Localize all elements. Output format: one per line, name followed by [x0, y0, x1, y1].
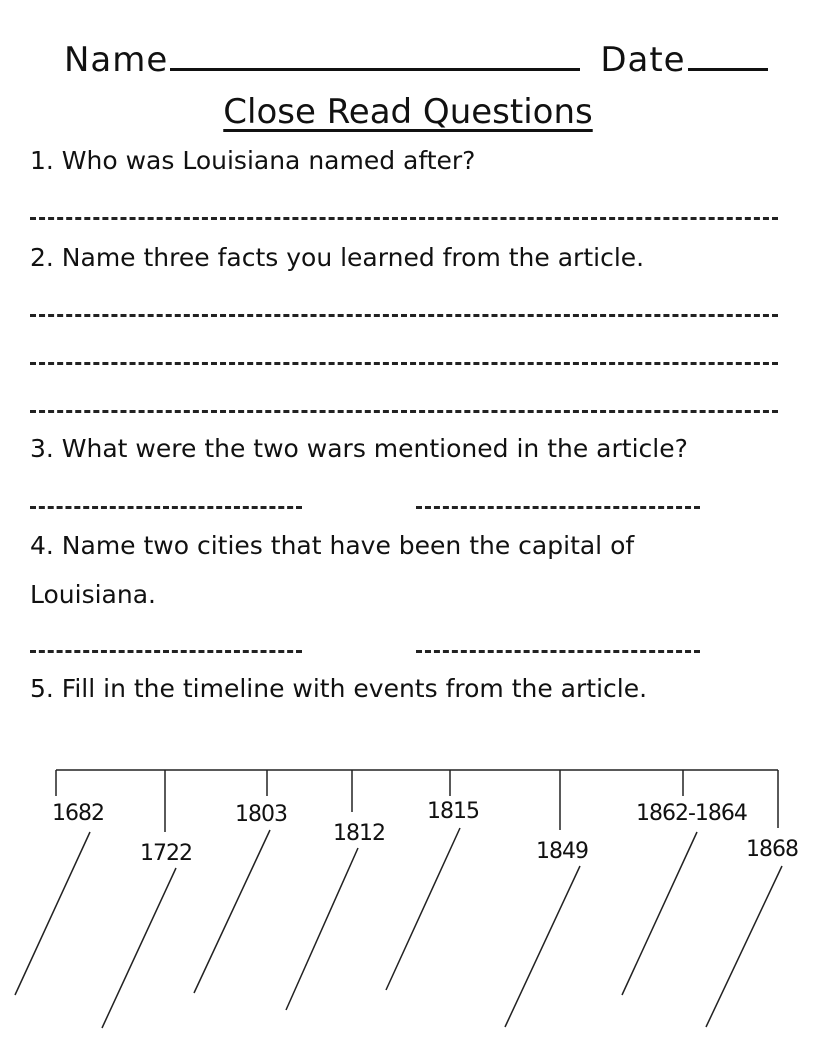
timeline-year-label: 1868	[746, 837, 798, 862]
timeline-answer-line[interactable]	[505, 866, 580, 1027]
timeline-answer-line[interactable]	[386, 828, 460, 990]
timeline-answer-line[interactable]	[102, 868, 176, 1028]
question-2: 2. Name three facts you learned from the article.	[30, 243, 645, 272]
timeline-answer-line[interactable]	[286, 848, 358, 1010]
timeline-year-label: 1815	[427, 799, 479, 824]
date-label: Date	[600, 40, 686, 80]
question-4-continued: Louisiana.	[30, 580, 156, 609]
page-title: Close Read Questions	[223, 92, 593, 132]
timeline-answer-line[interactable]	[706, 866, 782, 1027]
question-3: 3. What were the two wars mentioned in the article?	[30, 434, 688, 463]
timeline-answer-line[interactable]	[622, 832, 697, 995]
timeline-year-label: 1682	[52, 801, 104, 826]
question-5: 5. Fill in the timeline with events from the article.	[30, 674, 648, 703]
timeline-answer-line[interactable]	[194, 830, 270, 993]
timeline-year-label: 1803	[235, 802, 287, 827]
timeline-year-label: 1849	[536, 839, 588, 864]
timeline-answer-line[interactable]	[15, 832, 90, 995]
timeline-year-label: 1862-1864	[636, 801, 747, 826]
name-label: Name	[64, 40, 169, 80]
timeline-year-label: 1812	[333, 821, 385, 846]
timeline-year-label: 1722	[140, 841, 192, 866]
question-1: 1. Who was Louisiana named after?	[30, 146, 476, 175]
question-4: 4. Name two cities that have been the capital of	[30, 531, 635, 560]
